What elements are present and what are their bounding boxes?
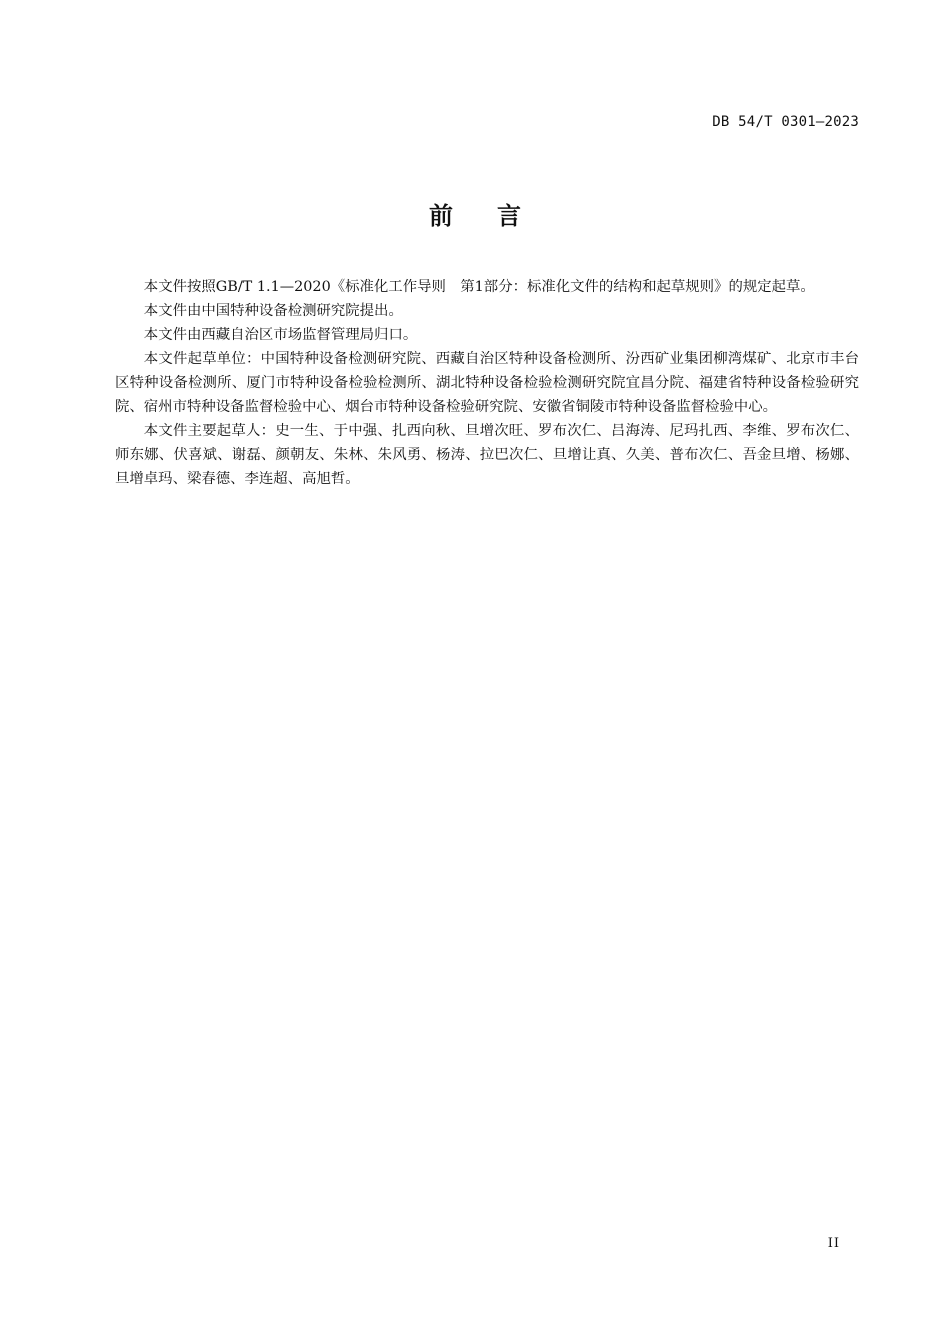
document-code: DB 54/T 0301—2023 (712, 114, 859, 130)
paragraph-drafters: 本文件主要起草人：史一生、于中强、扎西向秋、旦增次旺、罗布次仁、吕海涛、尼玛扎西、李维、罗布次仁、师东娜、伏喜斌、谢磊、颜朝友、朱林、朱风勇、杨涛、拉巴次仁、旦增让真、久美、普布次仁、吾金旦增、杨娜、旦增卓玛、梁春德、李连超、高旭哲。 (115, 423, 859, 487)
paragraph-proposer: 本文件由中国特种设备检测研究院提出。 (143, 303, 403, 319)
paragraph-administrator: 本文件由西藏自治区市场监督管理局归口。 (143, 327, 418, 343)
page-title: 前言 (429, 202, 565, 230)
paragraph-drafting-units: 本文件起草单位：中国特种设备检测研究院、西藏自治区特种设备检测所、汾西矿业集团柳湾煤矿、北京市丰台区特种设备检测所、厦门市特种设备检验检测所、湖北特种设备检验检测研究院宜昌分院、福建省特种设备检验研究院、宿州市特种设备监督检验中心、烟台市特种设备检验研究院、安徽省铜陵市特种设备监督检验中心。 (115, 351, 859, 415)
page-number: II (827, 1236, 840, 1251)
paragraph-drafting-rules: 本文件按照GB/T 1.1—2020《标准化工作导则 第1部分：标准化文件的结构和起草规则》的规定起草。 (143, 279, 815, 295)
foreword-body (115, 275, 859, 491)
